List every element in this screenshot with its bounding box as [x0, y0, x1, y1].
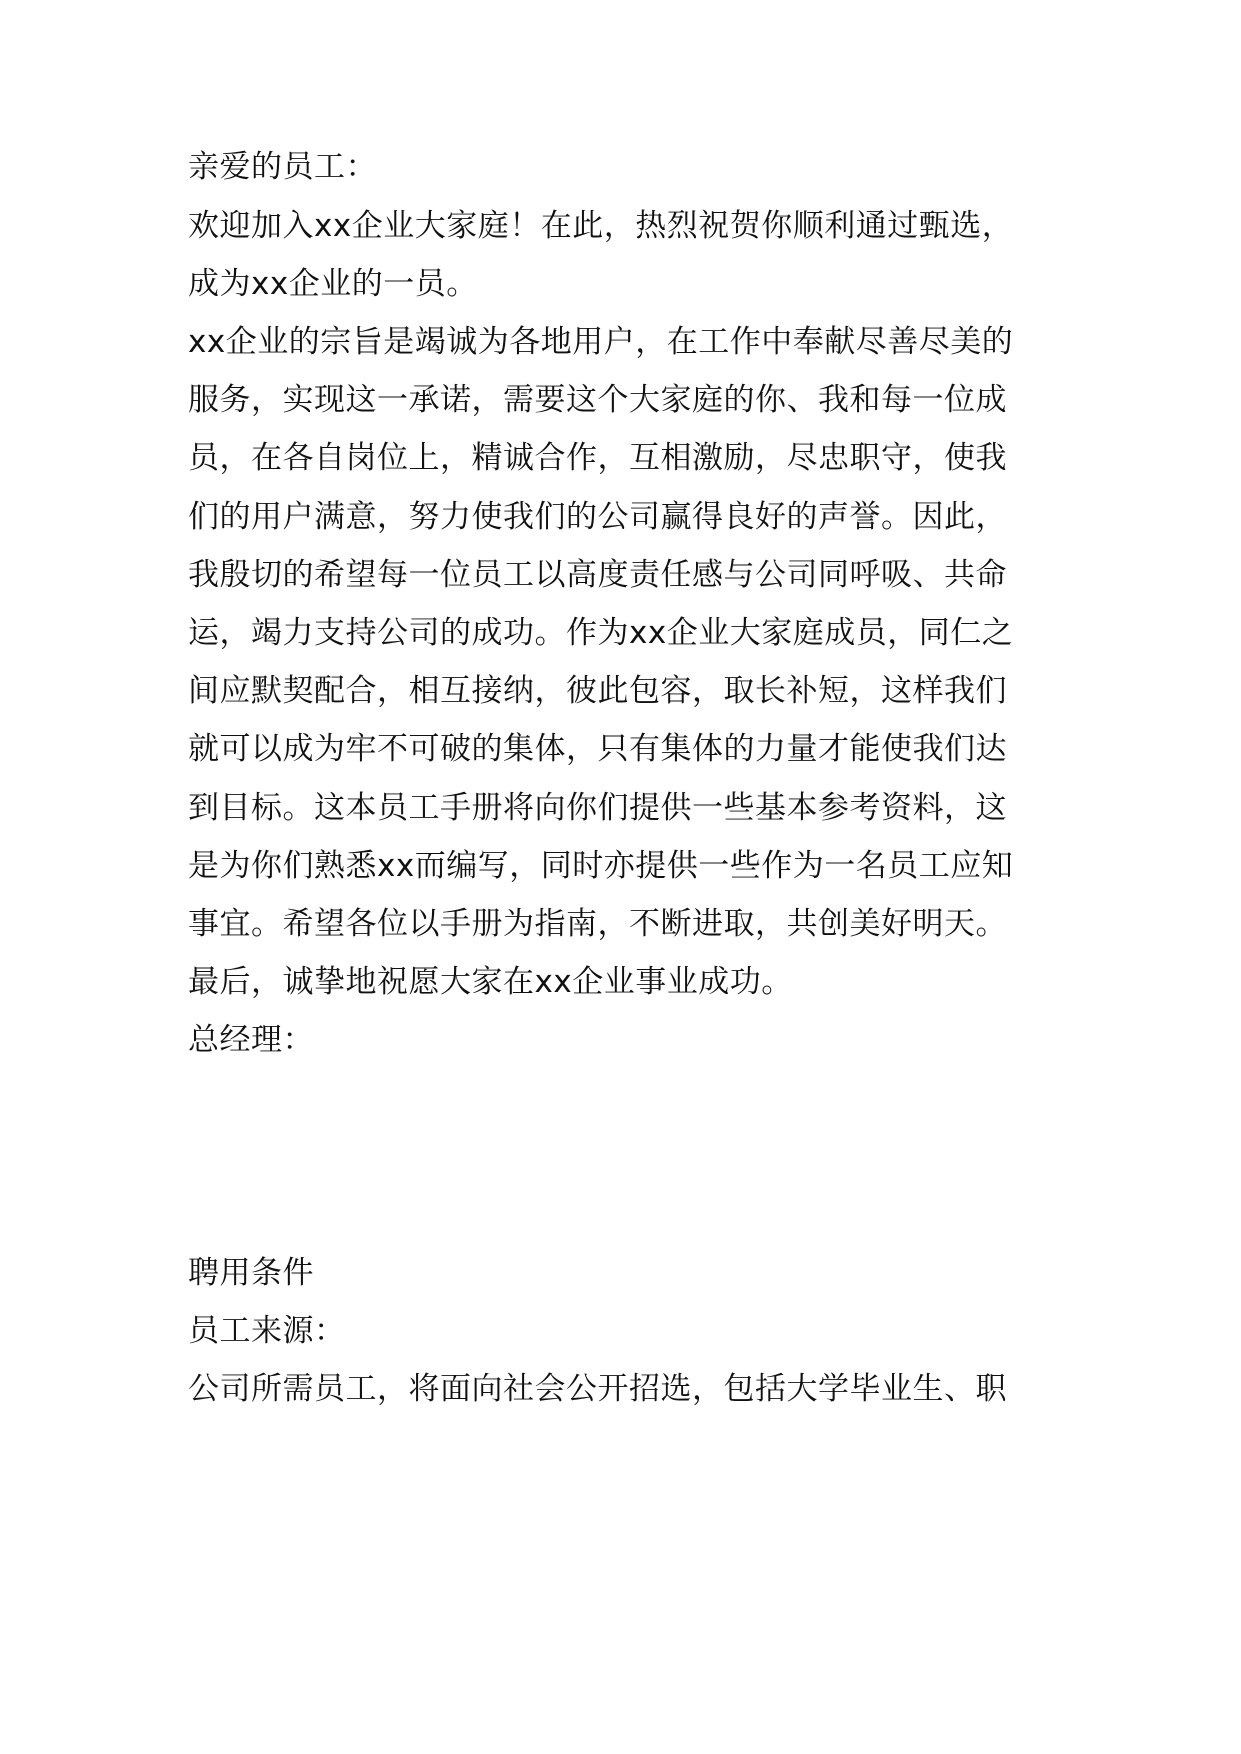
section-heading: 聘用条件 [188, 1255, 314, 1291]
letter-line: 到目标。这本员工手册将向你们提供一些基本参考资料，这 [188, 790, 1007, 826]
letter-line: 是为你们熟悉xx而编写，同时亦提供一些作为一名员工应知 [188, 848, 1014, 884]
letter-line: 运，竭力支持公司的成功。作为xx企业大家庭成员，同仁之 [188, 615, 1014, 651]
letter-line: 就可以成为牢不可破的集体，只有集体的力量才能使我们达 [188, 731, 1007, 767]
letter-line: 我殷切的希望每一位员工以高度责任感与公司同呼吸、共命 [188, 557, 1007, 593]
letter-line: 间应默契配合，相互接纳，彼此包容，取长补短，这样我们 [188, 673, 1007, 709]
letter-line: 服务，实现这一承诺，需要这个大家庭的你、我和每一位成 [188, 382, 1007, 418]
salutation: 亲爱的员工： [188, 149, 377, 185]
letter-line: 欢迎加入xx企业大家庭！在此，热烈祝贺你顺利通过甄选， [188, 208, 1014, 244]
letter-line: 事宜。希望各位以手册为指南，不断进取，共创美好明天。 [188, 906, 1007, 942]
section-subheading: 员工来源： [188, 1313, 346, 1349]
letter-line: 最后，诚挚地祝愿大家在xx企业事业成功。 [188, 964, 793, 1000]
letter-line: xx企业的宗旨是竭诚为各地用户，在工作中奉献尽善尽美的 [188, 324, 1014, 360]
letter-line: 成为xx企业的一员。 [188, 266, 478, 302]
letter-line: 们的用户满意，努力使我们的公司赢得良好的声誉。因此， [188, 499, 1007, 535]
signature-label: 总经理： [188, 1022, 314, 1058]
letter-line: 员，在各自岗位上，精诚合作，互相激励，尽忠职守，使我 [188, 440, 1007, 476]
section-body-line: 公司所需员工，将面向社会公开招选，包括大学毕业生、职 [188, 1371, 1007, 1407]
